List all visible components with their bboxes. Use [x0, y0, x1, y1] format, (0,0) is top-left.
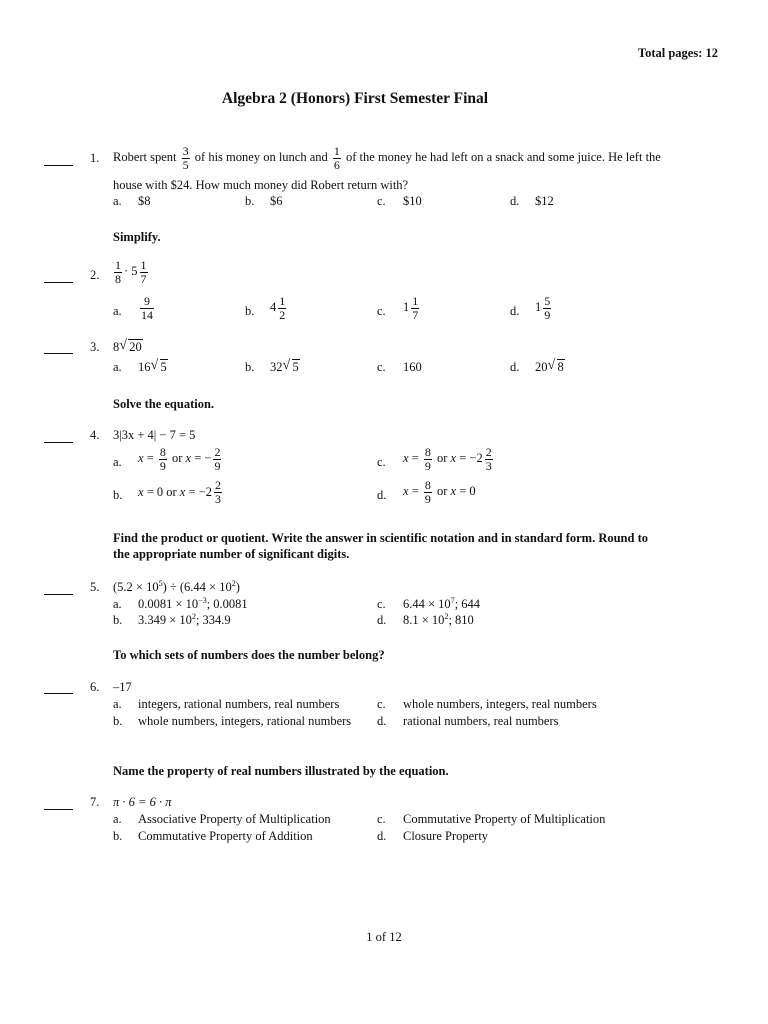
question-number-5: 5. — [90, 580, 100, 594]
q5-part-c: ) — [235, 580, 240, 594]
radical-symbol-icon: √ — [282, 358, 291, 373]
q6-choice-c-label: c. — [377, 697, 386, 711]
section-sets-of-numbers: To which sets of numbers does the number belong? — [113, 648, 385, 662]
q4-c-frac2 — [485, 446, 493, 472]
question-number-7: 7. — [90, 795, 100, 809]
q4-a-or: or — [172, 450, 183, 465]
q1-line2: house with $24. How much money did Robert return with? — [113, 178, 409, 192]
question-7-equation: π · 6 = 6 · π — [113, 795, 172, 809]
q2-frac1 — [114, 259, 122, 285]
q6-choice-a-label: a. — [113, 697, 122, 711]
q4-c-f1-num: 8 — [424, 445, 431, 459]
q1-frac1-den: 5 — [182, 157, 189, 172]
q4-choice-b — [138, 479, 224, 505]
q2-c-den: 7 — [412, 307, 419, 322]
q3-radicand: 20 — [129, 340, 142, 354]
q5-choice-c-label: c. — [377, 597, 386, 611]
q4-c-eq1: = — [411, 450, 419, 465]
answer-blank-3[interactable] — [44, 352, 73, 354]
q4-c-frac1 — [424, 446, 432, 472]
q7-choice-a: Associative Property of Multiplication — [138, 812, 331, 826]
question-number-4: 4. — [90, 428, 100, 442]
q2-b-whole: 4 — [270, 299, 277, 314]
question-6-value: –17 — [113, 680, 132, 694]
q4-choice-a — [138, 446, 223, 472]
q2-d-frac — [543, 295, 551, 321]
q1-choice-d: $12 — [535, 194, 554, 208]
q2-d-den: 9 — [544, 307, 551, 322]
q1-choice-b-label: b. — [245, 194, 255, 208]
q4-choice-b-label: b. — [113, 488, 123, 502]
q2-choice-d-label: d. — [510, 304, 520, 318]
q4-b-eq1: = — [146, 484, 154, 499]
q4-a-frac1 — [159, 446, 167, 472]
q5-a-1: 0.0081 × 10 — [138, 597, 199, 611]
q4-a-eq1: = — [146, 450, 154, 465]
q2-choice-b-label: b. — [245, 304, 255, 318]
q4-d-eq1: = — [411, 483, 419, 498]
q4-a-frac2 — [213, 446, 221, 472]
q2-whole: 5 — [131, 263, 138, 278]
q5-exp2: 2 — [231, 578, 236, 588]
q1-part3: of the money he had left on a snack and some juice. He left the — [346, 149, 661, 164]
q3-choice-c: 160 — [403, 360, 422, 374]
answer-blank-7[interactable] — [44, 808, 73, 810]
q7-choice-a-label: a. — [113, 812, 122, 826]
q4-b-first — [138, 485, 212, 500]
q1-fraction-1-6 — [333, 145, 341, 171]
q6-choice-d-label: d. — [377, 714, 387, 728]
q3-a-coef: 16 — [138, 360, 151, 374]
q5-choice-b — [138, 613, 231, 628]
q5-choice-d-label: d. — [377, 613, 387, 627]
q2-c-num: 1 — [412, 294, 419, 308]
section-simplify: Simplify. — [113, 230, 161, 244]
q2-a-frac — [140, 295, 154, 321]
q1-part1: Robert spent — [113, 149, 177, 164]
q5-choice-a — [138, 597, 248, 612]
q5-c-exp: 7 — [450, 595, 455, 605]
section-solve: Solve the equation. — [113, 397, 215, 411]
q4-a-f2-num: 2 — [214, 445, 221, 459]
q2-a-num: 9 — [140, 295, 154, 309]
q4-a-x2: x — [185, 450, 192, 465]
q1-choice-c-label: c. — [377, 194, 386, 208]
q1-choice-d-label: d. — [510, 194, 520, 208]
q2-choice-c-label: c. — [377, 304, 386, 318]
q7-choice-d: Closure Property — [403, 829, 489, 843]
q4-b-or: or — [166, 484, 177, 499]
q5-c-1: 6.44 × 10 — [403, 597, 451, 611]
q5-d-exp: 2 — [444, 611, 449, 621]
q4-d-frac — [424, 479, 432, 505]
q4-a-f2-den: 9 — [214, 458, 221, 473]
question-2-expression — [112, 259, 150, 285]
q4-c-f1-den: 9 — [424, 458, 431, 473]
q5-b-exp: 2 — [191, 611, 196, 621]
q4-choice-c-label: c. — [377, 455, 386, 469]
page-number-footer: 1 of 12 — [366, 930, 402, 944]
answer-blank-1[interactable] — [44, 164, 73, 166]
q3-coef: 8 — [113, 340, 120, 354]
q2-f2-num: 1 — [140, 258, 147, 272]
q3-b-radical — [283, 360, 300, 375]
section-property: Name the property of real numbers illustrated by the equation. — [113, 764, 449, 778]
q7-choice-c: Commutative Property of Multiplication — [403, 812, 606, 826]
q3-a-radicand: 5 — [160, 360, 167, 374]
q5-choice-b-label: b. — [113, 613, 123, 627]
q2-choice-a — [138, 295, 156, 321]
q3-radical — [119, 340, 143, 355]
page-title: Algebra 2 (Honors) First Semester Final — [221, 90, 489, 107]
q6-choice-b-label: b. — [113, 714, 123, 728]
question-4-equation: 3|3x + 4| − 7 = 5 — [113, 428, 196, 442]
q3-a-radical — [151, 360, 168, 375]
q7-choice-d-label: d. — [377, 829, 387, 843]
q2-c-frac — [411, 295, 419, 321]
q3-d-radicand: 8 — [557, 360, 564, 374]
q4-c-f2-num: 2 — [485, 445, 492, 459]
q5-c-2: ; 644 — [454, 597, 481, 611]
q4-b-f-den: 3 — [214, 491, 221, 506]
total-pages: Total pages: 12 — [637, 46, 718, 60]
q4-b-f-num: 2 — [214, 478, 221, 492]
answer-blank-6[interactable] — [44, 692, 73, 694]
section-product-quotient-line2: the appropriate number of significant digits. — [113, 547, 350, 561]
q4-a-f1-num: 8 — [159, 445, 166, 459]
q4-a-f1-den: 9 — [159, 458, 166, 473]
q2-c-whole: 1 — [403, 299, 410, 314]
q1-frac1-num: 3 — [182, 144, 189, 158]
q4-choice-d-label: d. — [377, 488, 387, 502]
q4-b-frac — [214, 479, 222, 505]
q4-d-or: or — [437, 483, 448, 498]
q2-f1-num: 1 — [115, 258, 121, 272]
q5-a-exp: −3 — [198, 595, 207, 605]
q7-choice-b-label: b. — [113, 829, 123, 843]
q4-d-x2: x — [450, 483, 457, 498]
q4-choice-d — [403, 479, 476, 505]
q1-fraction-3-5 — [182, 145, 190, 171]
q4-choice-c — [403, 446, 495, 472]
q3-d-radical — [548, 360, 565, 375]
q3-choice-b-label: b. — [245, 360, 255, 374]
q1-frac2-den: 6 — [333, 157, 340, 172]
q3-b-radicand: 5 — [292, 360, 299, 374]
q5-choice-a-label: a. — [113, 597, 122, 611]
q5-d-1: 8.1 × 10 — [403, 613, 445, 627]
q4-a-x1: x — [138, 450, 144, 465]
q4-c-x2: x — [450, 450, 457, 465]
q5-exp1: 5 — [158, 578, 163, 588]
q5-b-1: 3.349 × 10 — [138, 613, 192, 627]
question-1-text — [113, 145, 661, 171]
q4-c-f2-den: 3 — [485, 458, 492, 473]
q1-choice-a: $8 — [138, 194, 151, 208]
q5-part-a: (5.2 × 10 — [113, 580, 159, 594]
question-number-6: 6. — [90, 680, 100, 694]
q5-choice-d — [403, 613, 474, 628]
section-product-quotient-line1: Find the product or quotient. Write the answer in scientific notation and in standard form. Round to — [113, 531, 649, 545]
q4-d-zero: 0 — [469, 483, 476, 498]
q3-choice-d-label: d. — [510, 360, 520, 374]
q4-d-eq2: = — [459, 483, 467, 498]
q2-choice-a-label: a. — [113, 304, 122, 318]
q2-d-num: 5 — [544, 294, 551, 308]
question-number-3: 3. — [90, 340, 100, 354]
q4-c-neg: −2 — [469, 450, 483, 465]
q3-choice-a — [138, 360, 168, 375]
q2-frac2 — [140, 259, 148, 285]
q1-choice-c: $10 — [403, 194, 422, 208]
q2-dot: · — [124, 263, 129, 278]
q4-c-eq2: = — [459, 450, 467, 465]
q2-choice-c — [403, 295, 421, 321]
q4-a-eq2: = — [194, 450, 202, 465]
q1-frac2-num: 1 — [333, 144, 340, 158]
q6-choice-d: rational numbers, real numbers — [403, 714, 559, 728]
q4-b-x1: x — [138, 484, 144, 499]
q2-d-whole: 1 — [535, 299, 542, 314]
q4-b-neg: −2 — [198, 484, 212, 499]
question-number-2: 2. — [90, 268, 100, 282]
q2-a-den: 14 — [141, 307, 153, 322]
radical-symbol-icon: √ — [119, 338, 127, 353]
q2-choice-d — [535, 295, 553, 321]
question-3-expression — [113, 340, 143, 355]
q1-choice-a-label: a. — [113, 194, 122, 208]
q2-b-frac — [278, 295, 286, 321]
q2-f2-den: 7 — [140, 271, 147, 286]
q5-b-2: ; 334.9 — [195, 613, 231, 627]
q4-a-neg: − — [204, 450, 212, 465]
q4-b-eq2: = — [188, 484, 196, 499]
q5-choice-c — [403, 597, 480, 612]
q4-b-x2: x — [179, 484, 186, 499]
q4-c-x1: x — [403, 450, 409, 465]
q3-choice-c-label: c. — [377, 360, 386, 374]
radical-symbol-icon: √ — [547, 358, 556, 373]
radical-symbol-icon: √ — [150, 358, 159, 373]
q2-f1-den: 8 — [115, 271, 121, 286]
q5-part-b: ) ÷ (6.44 × 10 — [162, 580, 232, 594]
answer-blank-4[interactable] — [44, 441, 73, 443]
q4-c-or: or — [437, 450, 448, 465]
q7-choice-c-label: c. — [377, 812, 386, 826]
question-number-1: 1. — [90, 151, 100, 165]
q6-choice-c: whole numbers, integers, real numbers — [403, 697, 597, 711]
q7-choice-b: Commutative Property of Addition — [138, 829, 313, 843]
q4-d-f-num: 8 — [424, 478, 431, 492]
q3-choice-b — [270, 360, 300, 375]
q5-a-2: ; 0.0081 — [206, 597, 248, 611]
question-5-expression — [113, 580, 240, 595]
q4-choice-a-label: a. — [113, 455, 122, 469]
q2-choice-b — [270, 295, 288, 321]
q2-b-den: 2 — [279, 307, 286, 322]
answer-blank-5[interactable] — [44, 593, 73, 595]
q5-d-2: ; 810 — [448, 613, 474, 627]
q4-d-x1: x — [403, 483, 409, 498]
q3-choice-a-label: a. — [113, 360, 122, 374]
q2-b-num: 1 — [279, 294, 286, 308]
q6-choice-b: whole numbers, integers, rational numbers — [138, 714, 352, 728]
answer-blank-2[interactable] — [44, 281, 73, 283]
q3-b-coef: 32 — [270, 360, 283, 374]
q6-choice-a: integers, rational numbers, real numbers — [138, 697, 340, 711]
q4-d-f-den: 9 — [424, 491, 431, 506]
q1-choice-b: $6 — [270, 194, 283, 208]
q3-d-coef: 20 — [535, 360, 548, 374]
q1-part2: of his money on lunch and — [194, 149, 328, 164]
q4-b-zero: 0 — [156, 484, 164, 499]
q3-choice-d — [535, 360, 565, 375]
